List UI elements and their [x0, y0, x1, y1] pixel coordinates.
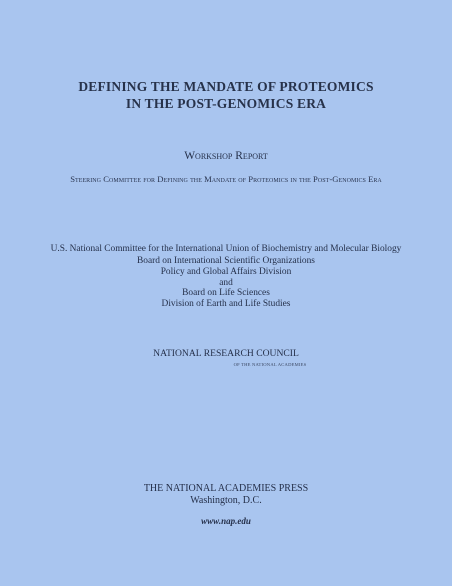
title-line-1: DEFINING THE MANDATE OF PROTEOMICS	[78, 79, 374, 94]
publisher-name: THE NATIONAL ACADEMIES PRESS	[143, 483, 309, 494]
steering-committee: Steering Committee for Defining the Mandate of Proteomics in the Post-Genomics Era	[70, 174, 382, 184]
report-type: Workshop Report	[184, 150, 268, 162]
org-line-6: Division of Earth and Life Studies	[161, 299, 291, 309]
publisher-city: Washington, D.C.	[190, 495, 262, 506]
org-line-4: and	[219, 278, 233, 288]
org-line-1: U.S. National Committee for the International Union of Biochemistry and Molecular Biology	[50, 244, 402, 254]
council-subtitle: OF THE NATIONAL ACADEMIES	[233, 362, 307, 367]
publisher-url: www.nap.edu	[201, 516, 251, 526]
org-line-3: Policy and Global Affairs Division	[160, 267, 292, 277]
council-name: NATIONAL RESEARCH COUNCIL	[153, 348, 299, 359]
org-line-2: Board on International Scientific Organizations	[137, 256, 315, 266]
title-line-2: IN THE POST-GENOMICS ERA	[125, 96, 327, 111]
org-line-5: Board on Life Sciences	[182, 288, 270, 298]
